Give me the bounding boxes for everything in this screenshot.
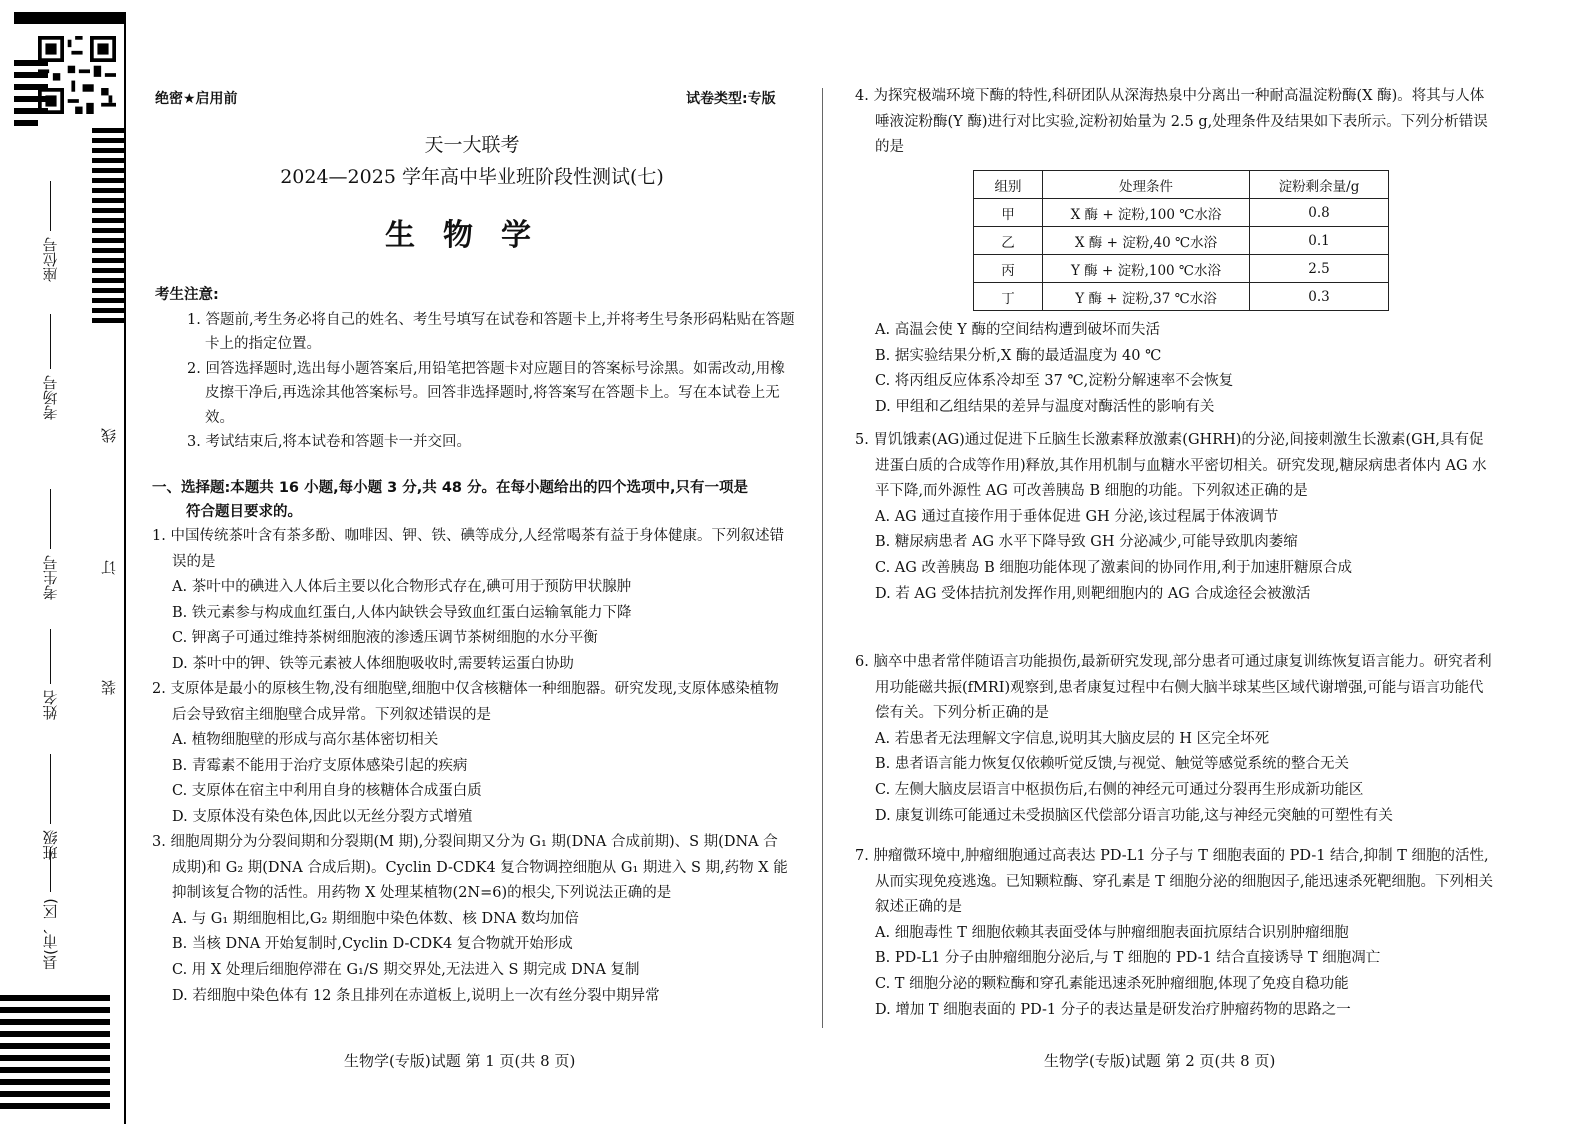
- option-a: A. 细胞毒性 T 细胞依赖其表面受体与肿瘤细胞表面抗原结合识别肿瘤细胞: [875, 924, 1349, 941]
- option-c: C. 左侧大脑皮层语言中枢损伤后,右侧的神经元可通过分裂再生形成新功能区: [875, 781, 1364, 798]
- notice-item: 1. 答题前,考生务必将自己的姓名、考生号填写在试卷和答题卡上,并将考生号条形码粘贴在答题卡上的指定位置。: [187, 311, 795, 352]
- seat-number-label: 座位号: [38, 172, 62, 282]
- option-a: A. 植物细胞壁的形成与高尔基体密切相关: [172, 732, 439, 749]
- table-cell: 0.1: [1250, 227, 1389, 255]
- question-stem: 4. 为探究极端环境下酶的特性,科研团队从深海热泉中分离出一种耐高温淀粉酶(X 酶)。将其与人体唾液淀粉酶(Y 酶)进行对比实验,淀粉初始量为 2.5 g,处理条件及结果如下表所示。下列分析错误的是: [855, 88, 1488, 156]
- option-b: B. 铁元素参与构成血红蛋白,人体内缺铁会导致血红蛋白运输氧能力下降: [172, 604, 632, 621]
- table-row: [974, 227, 1389, 255]
- question-stem: 7. 肿瘤微环境中,肿瘤细胞通过高表达 PD-L1 分子与 T 细胞表面的 PD-1 结合,抑制 T 细胞的活性,从而实现免疫逃逸。已知颗粒酶、穿孔素是 T 细胞分泌的细胞因子,能迅速杀死靶细胞。下列相关叙述正确的是: [855, 848, 1493, 916]
- binding-strip: [0, 0, 130, 1138]
- notice-heading: 考生注意:: [155, 287, 219, 303]
- table-row: [974, 199, 1389, 227]
- table-cell: 0.3: [1250, 283, 1389, 311]
- table-cell: Y 酶 + 淀粉,100 ℃水浴: [1043, 255, 1250, 283]
- paper-type-header: 试卷类型:专版: [686, 91, 776, 107]
- table-header-cell: 处理条件: [1043, 171, 1250, 199]
- question-stem: 2. 支原体是最小的原核生物,没有细胞壁,细胞中仅含核糖体一种细胞器。研究发现,支原体感染植物后会导致宿主细胞壁合成异常。下列叙述错误的是: [152, 681, 779, 723]
- question-stem: 3. 细胞周期分为分裂间期和分裂期(M 期),分裂间期又分为 G₁ 期(DNA 合成前期)、S 期(DNA 合成期)和 G₂ 期(DNA 合成后期)。Cyclin D-CDK4 复合物调控细胞从 G₁ 期进入 S 期,药物 X 能抑制该复合物的活性。用药物 X 处理某植物(2N=6)的根尖,下列说法正确的是: [152, 834, 788, 902]
- table-header-cell: 组别: [974, 171, 1043, 199]
- option-c: C. 将丙组反应体系冷却至 37 ℃,淀粉分解速率不会恢复: [875, 373, 1234, 390]
- option-b: B. 据实验结果分析,X 酶的最适温度为 40 ℃: [875, 347, 1162, 364]
- table-header-cell: 淀粉剩余量/g: [1250, 171, 1389, 199]
- enzyme-result-table: [973, 170, 1389, 311]
- option-d: D. 若细胞中染色体有 12 条且排列在赤道板上,说明上一次有丝分裂中期异常: [172, 987, 660, 1004]
- option-c: C. AG 改善胰岛 B 细胞功能体现了激素间的协同作用,利于加速肝糖原合成: [875, 559, 1352, 576]
- question-1: [152, 524, 792, 678]
- page-footer-right: 生物学(专版)试题 第 2 页(共 8 页): [1044, 1052, 1276, 1070]
- table-cell: X 酶 + 淀粉,40 ℃水浴: [1043, 227, 1250, 255]
- exam-notice: [155, 283, 795, 455]
- name-label: 姓名: [38, 615, 62, 720]
- option-d: D. 若 AG 受体拮抗剂发挥作用,则靶细胞内的 AG 合成途径会被激活: [875, 585, 1311, 602]
- question-stem: 1. 中国传统茶叶含有茶多酚、咖啡因、钾、铁、碘等成分,人经常喝茶有益于身体健康。下列叙述错误的是: [152, 528, 785, 570]
- table-cell: 0.8: [1250, 199, 1389, 227]
- page-divider: [822, 88, 823, 1028]
- option-a: A. 茶叶中的碘进入人体后主要以化合物形式存在,碘可用于预防甲状腺肿: [172, 579, 632, 596]
- student-number-label: 考生号: [38, 480, 62, 600]
- option-b: B. 糖尿病患者 AG 水平下降导致 GH 分泌减少,可能导致肌肉萎缩: [875, 534, 1298, 551]
- question-5: [855, 428, 1495, 607]
- seal-fold-mark: 装: [100, 680, 118, 695]
- option-a: A. AG 通过直接作用于垂体促进 GH 分泌,该过程属于体液调节: [875, 508, 1279, 525]
- question-stem: 6. 脑卒中患者常伴随语言功能损伤,最新研究发现,部分患者可通过康复训练恢复语言能力。研究者利用功能磁共振(fMRI)观察到,患者康复过程中右侧大脑半球某些区域代谢增强,可能与语言功能代偿有关。下列分析正确的是: [855, 654, 1492, 722]
- exam-title: 2024—2025 学年高中毕业班阶段性测试(七): [280, 166, 664, 188]
- question-stem: 5. 胃饥饿素(AG)通过促进下丘脑生长激素释放激素(GHRH)的分泌,间接刺激生长激素(GH,具有促进蛋白质的合成等作用)释放,其作用机制与血糖水平密切相关。研究发现,糖尿病患者体内 AG 水平下降,而外源性 AG 可改善胰岛 B 细胞的功能。下列叙述正确的是: [855, 432, 1487, 500]
- binding-top-bar: [14, 12, 126, 24]
- option-c: C. 支原体在宿主中利用自身的核糖体合成蛋白质: [172, 783, 482, 800]
- option-b: B. 患者语言能力恢复仅依赖听觉反馈,与视觉、触觉等感觉系统的整合无关: [875, 756, 1349, 773]
- exam-room-label: 考场号: [38, 300, 62, 420]
- right-stripes-top: [0, 128, 130, 338]
- table-row: [974, 283, 1389, 311]
- question-7: [855, 844, 1495, 1023]
- question-4-options: [855, 318, 1495, 420]
- question-4: [855, 84, 1495, 161]
- option-a: A. 若患者无法理解文字信息,说明其大脑皮层的 H 区完全坏死: [875, 730, 1270, 747]
- subject-title: 生物学: [385, 218, 559, 253]
- notice-item: 3. 考试结束后,将本试卷和答题卡一并交回。: [187, 434, 472, 450]
- option-b: B. PD-L1 分子由肿瘤细胞分泌后,与 T 细胞的 PD-1 结合直接诱导 T 细胞凋亡: [875, 950, 1381, 967]
- class-label: 班级: [38, 740, 62, 860]
- option-a: A. 高温会使 Y 酶的空间结构遭到破坏而失活: [875, 322, 1160, 338]
- option-d: D. 增加 T 细胞表面的 PD-1 分子的表达量是研发治疗肿瘤药物的思路之一: [875, 1001, 1351, 1018]
- table-cell: X 酶 + 淀粉,100 ℃水浴: [1043, 199, 1250, 227]
- option-d: D. 甲组和乙组结果的差异与温度对酶活性的影响有关: [875, 398, 1215, 415]
- table-cell: 2.5: [1250, 255, 1389, 283]
- option-b: B. 青霉素不能用于治疗支原体感染引起的疾病: [172, 757, 468, 774]
- seal-bind-mark: 订: [100, 560, 118, 575]
- question-2: [152, 677, 792, 831]
- option-b: B. 当核 DNA 开始复制时,Cyclin D-CDK4 复合物就开始形成: [172, 936, 573, 953]
- bottom-stripes: [0, 995, 130, 1120]
- section-line-2: 符合题目要求的。: [186, 504, 302, 520]
- binding-line: [124, 12, 126, 1124]
- option-d: D. 康复训练可能通过未受损脑区代偿部分语言功能,这与神经元突触的可塑性有关: [875, 807, 1393, 824]
- qr-code-icon: [38, 36, 116, 114]
- page-footer-left: 生物学(专版)试题 第 1 页(共 8 页): [344, 1052, 576, 1070]
- notice-item: 2. 回答选择题时,选出每小题答案后,用铅笔把答题卡对应题目的答案标号涂黑。如需改动,用橡皮擦干净后,再选涂其他答案标号。回答非选择题时,将答案写在答题卡上。写在本试卷上无效。: [187, 360, 785, 426]
- table-cell: 乙: [974, 227, 1043, 255]
- option-d: D. 茶叶中的钾、铁等元素被人体细胞吸收时,需要转运蛋白协助: [172, 655, 574, 672]
- table-header-row: [974, 171, 1389, 199]
- secret-header: 绝密★启用前: [155, 91, 238, 107]
- table-cell: 甲: [974, 199, 1043, 227]
- county-label: 县(市、区): [38, 840, 62, 970]
- table-row: [974, 255, 1389, 283]
- seal-line-mark: 线: [100, 428, 118, 443]
- option-c: C. T 细胞分泌的颗粒酶和穿孔素能迅速杀死肿瘤细胞,体现了免疫自稳功能: [875, 975, 1349, 992]
- section-heading: [152, 476, 792, 524]
- table-cell: Y 酶 + 淀粉,37 ℃水浴: [1043, 283, 1250, 311]
- option-c: C. 用 X 处理后细胞停滞在 G₁/S 期交界处,无法进入 S 期完成 DNA 复制: [172, 961, 640, 978]
- question-3: [152, 830, 792, 1009]
- question-6: [855, 650, 1495, 829]
- option-a: A. 与 G₁ 期细胞相比,G₂ 期细胞中染色体数、核 DNA 数均加倍: [172, 910, 579, 927]
- exam-organization: 天一大联考: [424, 134, 520, 156]
- option-c: C. 钾离子可通过维持茶树细胞液的渗透压调节茶树细胞的水分平衡: [172, 630, 598, 647]
- section-line-1: 一、选择题:本题共 16 小题,每小题 3 分,共 48 分。在每小题给出的四个选项中,只有一项是: [152, 480, 749, 496]
- option-d: D. 支原体没有染色体,因此以无丝分裂方式增殖: [172, 808, 473, 825]
- table-cell: 丙: [974, 255, 1043, 283]
- table-cell: 丁: [974, 283, 1043, 311]
